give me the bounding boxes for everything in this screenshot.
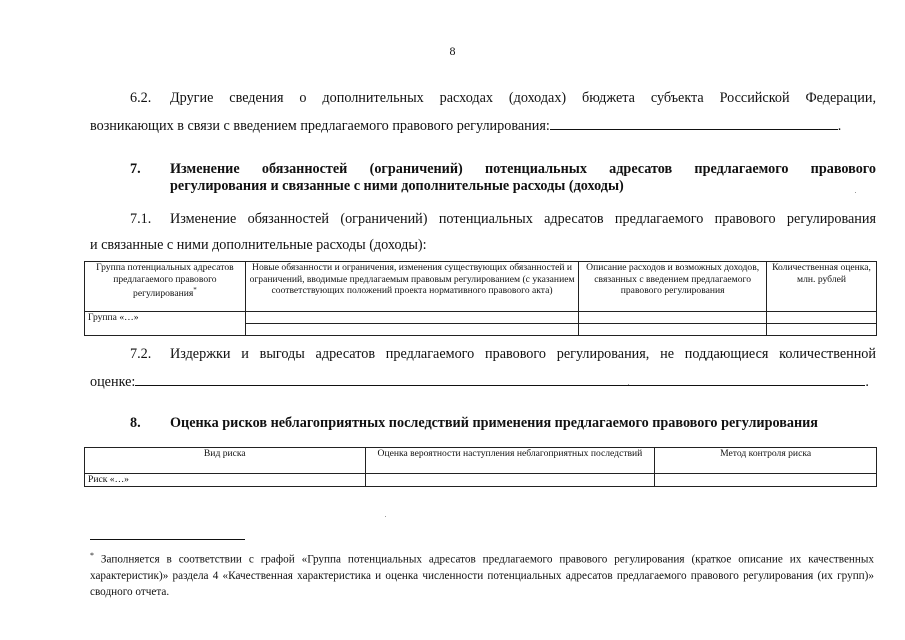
section-7-1-continuation: и связанные с ними дополнительные расходы (доходы):: [90, 237, 427, 253]
table-row: [85, 312, 877, 324]
section-7-title-line1: Изменение обязанностей (ограничений) потенциальных адресатов предлагаемого правового: [170, 161, 876, 177]
row-label-group: Группа «…»: [85, 312, 246, 336]
section-7-2-blank: [135, 372, 865, 386]
section-6-2-cont-text: возникающих в связи с введением предлагаемого правового регулирования:: [90, 118, 550, 134]
section-6-2-blank: [550, 116, 838, 130]
table-cell: [767, 324, 877, 336]
section-7-1-text: Изменение обязанностей (ограничений) потенциальных адресатов предлагаемого правового регулирования: [170, 211, 876, 227]
header-cell-group: Группа потенциальных адресатов предлагаемого правового регулирования*: [85, 262, 246, 312]
table-header-row: [85, 448, 877, 474]
section-7-1-number: 7.1.: [130, 211, 152, 227]
section-6-2-end: .: [837, 118, 842, 134]
header-cell-risk-type: Вид риска: [85, 448, 366, 474]
table-cell: [365, 474, 655, 487]
header-cell-obligations: Новые обязанности и ограничения, изменения существующих обязанностей и ограничений, вводимые предлагаемым правовым регулированием (с указанием соответствующих положений проекта нормативного правового акта): [245, 262, 578, 312]
section-8-title: Оценка рисков неблагоприятных последствий применения предлагаемого правового регулирования: [170, 415, 818, 431]
footnote-mark: *: [193, 286, 197, 294]
scan-speck: [855, 192, 856, 193]
row-label-risk: Риск «…»: [85, 474, 366, 487]
footnote-separator: [90, 539, 245, 540]
header-cell-probability: Оценка вероятности наступления неблагоприятных последствий: [365, 448, 655, 474]
section-7-title-line2: регулирования и связанные с ними дополнительные расходы (доходы): [170, 178, 624, 194]
header-cell-control-method: Метод контроля риска: [655, 448, 877, 474]
table-header-row: [85, 262, 877, 312]
section-6-2-continuation: [90, 116, 841, 135]
table-cell: [579, 324, 767, 336]
footnote-marker: *: [90, 551, 94, 560]
scan-speck: [628, 384, 629, 385]
scan-speck: [385, 516, 386, 517]
section-7-2-number: 7.2.: [130, 346, 152, 362]
section-7-2-text: Издержки и выгоды адресатов предлагаемого правового регулирования, не поддающиеся количественной: [170, 346, 876, 362]
table-cell: [245, 324, 578, 336]
table-row: [85, 474, 877, 487]
risks-table: [84, 447, 877, 487]
obligations-table: [84, 261, 877, 336]
section-7-number: 7.: [130, 161, 141, 177]
table-cell: [579, 312, 767, 324]
header-cell-quantitative: Количественная оценка, млн. рублей: [767, 262, 877, 312]
section-7-2-continuation: [90, 372, 869, 391]
footnote-text: Заполняется в соответствии с графой «Группа потенциальных адресатов предлагаемого правового регулирования (краткое описание их качественных характеристик)» раздела 4 «Качественная характеристика и оценка численности потенциальных адресатов предлагаемого правового регулирования (их групп)» сводного отчета.: [90, 553, 875, 598]
section-7-2-cont-text: оценке:: [90, 374, 136, 390]
table-cell: [245, 312, 578, 324]
page-number: 8: [449, 44, 456, 58]
section-6-2-number: 6.2.: [130, 90, 152, 106]
section-8-number: 8.: [130, 415, 141, 431]
section-6-2-text: Другие сведения о дополнительных расходах (доходах) бюджета субъекта Российской Федерации,: [170, 90, 876, 106]
table-cell: [655, 474, 877, 487]
section-7-2-end: .: [865, 374, 869, 390]
table-cell: [767, 312, 877, 324]
header-cell-expenses: Описание расходов и возможных доходов, связанных с введением предлагаемого правового регулирования: [579, 262, 767, 312]
footnote: [90, 548, 874, 600]
